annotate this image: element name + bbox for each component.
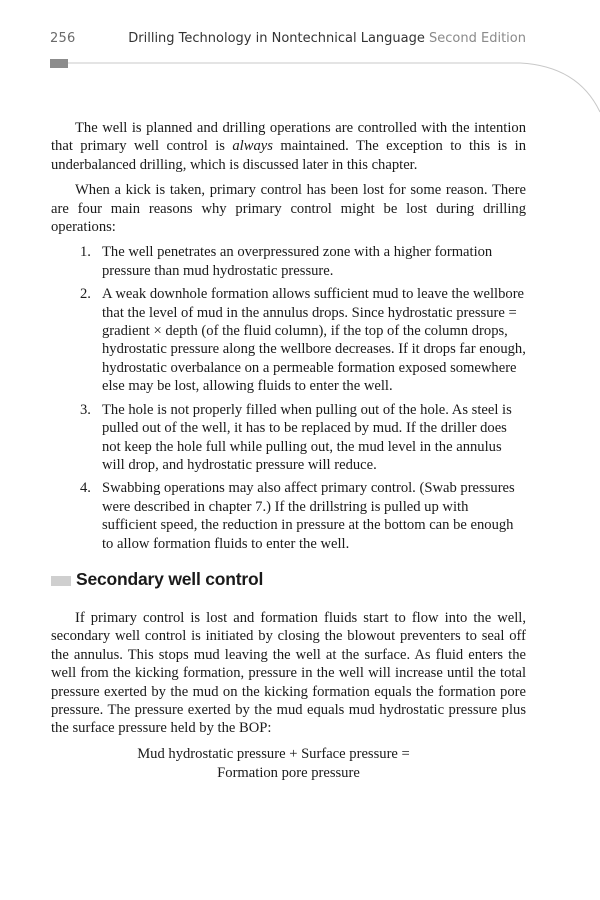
section-paragraph: If primary control is lost and formation fluids start to flow into the well, secondary well control is initiated by closing the blowout preventers to seal off the annulus. This stops mud leaving the well at the surface. As fluid enters the well from the kicking formation, pressure in the well will increase until the total pressure exerted by the mud on the kicking formation equals the formation pore pressure. The pressure exerted by the mud equals mud hydrostatic pressure plus the surface pressure held by the BOP: [51,609,526,737]
intro-paragraph-1: The well is planned and drilling operations are controlled with the intention that primary well control is always maintained. The exception to this is in underbalanced drilling, which is discussed later in this chapter. [51,120,527,173]
list-text: Swabbing operations may also affect primary control. (Swab pressures were described in chapter 7.) If the drillstring is pulled up with sufficient speed, the reduction in pressure at the bottom can be enough to allow formation fluids to enter the well. [102,480,515,552]
header-marker [50,59,68,68]
intro-paragraph-2: When a kick is taken, primary control has been lost for some reason. There are four main reasons why primary control might be lost during drilling operations: [51,182,526,236]
list-text: The hole is not properly filled when pulling out of the hole. As steel is pulled out of the well, it has to be replaced by mud. If the driller does not keep the hole full while pulling out, the mud level in the annulus will drop, and hydrostatic pressure will reduce. [102,401,512,473]
reasons-list [51,243,526,553]
book-title: Drilling Technology in Nontechnical Language [128,31,425,46]
list-item [51,401,526,475]
list-number: 3. [80,401,91,418]
page-number: 256 [50,31,76,46]
list-text: A weak downhole formation allows sufficient mud to leave the wellbore that the level of mud in the annulus drops. Since hydrostatic pressure = gradient × depth (of the fluid column), if the top of the column drops, hydrostatic pressure along the wellbore decreases. If it drops far enough, hydrostatic overbalance on a permeable formation exposed somewhere else may be lost, allowing fluids to enter the well. [102,286,526,395]
list-item [51,285,526,395]
equation [51,745,526,783]
list-number: 2. [80,286,91,303]
list-text: The well penetrates an overpressured zone with a higher formation pressure than mud hydrostatic pressure. [102,244,493,279]
equation-line-2: Formation pore pressure [217,764,360,781]
equation-line-1: Mud hydrostatic pressure + Surface pressure = [137,745,410,762]
page-header [0,0,600,70]
page-corner-curve [0,0,600,120]
page-body [51,119,526,783]
section-marker [51,576,71,586]
list-item [51,243,526,280]
edition-label: Second Edition [429,31,526,46]
list-number: 4. [80,480,91,497]
emphasis-always: always [232,138,273,155]
running-title [128,31,526,46]
list-number: 1. [80,244,91,261]
section-heading [51,570,526,592]
section-title: Secondary well control [76,568,264,589]
list-item [51,479,526,553]
